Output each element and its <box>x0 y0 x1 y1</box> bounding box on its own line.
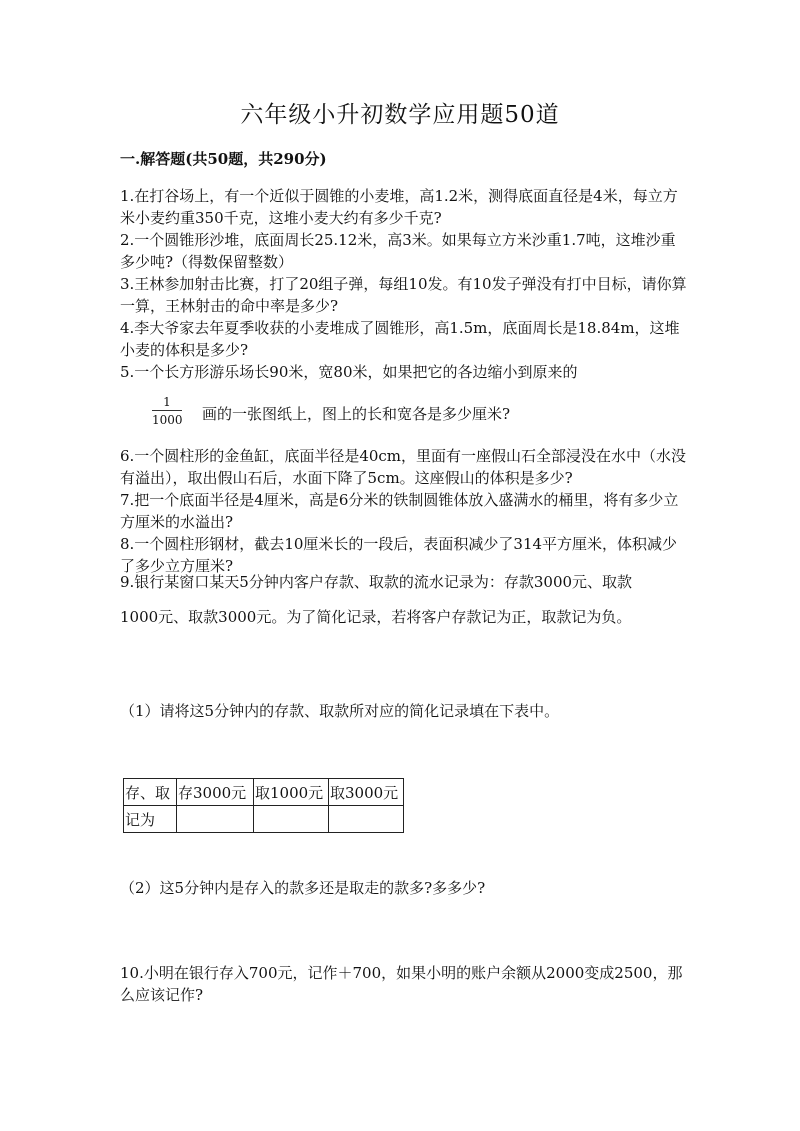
fraction-numerator: 1 <box>163 395 171 409</box>
problem-10: 10.小明在银行存入700元，记作＋700，如果小明的账户余额从2000变成2500，那么应该记作? <box>120 964 683 1004</box>
problem-9-continued: 1000元、取款3000元。为了简化记录，若将客户存款记为正，取款记为负。 <box>120 608 632 626</box>
problem-5: 5.一个长方形游乐场长90米，宽80米，如果把它的各边缩小到原来的 <box>120 363 578 381</box>
section-heading: 一.解答题(共50题，共290分) <box>120 150 327 168</box>
fraction-one-thousandth <box>152 395 182 427</box>
problem-9: 9.银行某窗口某天5分钟内客户存款、取款的流水记录为：存款3000元、取款 <box>120 573 633 591</box>
fraction-denominator: 1000 <box>152 413 183 427</box>
problem-7: 7.把一个底面半径是4厘米，高是6分米的铁制圆锥体放入盛满水的桶里，将有多少立方厘米的水溢出? <box>120 491 679 531</box>
answer-cell[interactable] <box>254 806 329 833</box>
table-cell: 取3000元 <box>329 779 404 806</box>
table-row <box>124 806 404 833</box>
problem-1: 1.在打谷场上，有一个近似于圆锥的小麦堆，高1.2米，测得底面直径是4米，每立方米小麦约重350千克，这堆小麦大约有多少千克? <box>120 187 678 227</box>
table-cell: 存3000元 <box>177 779 254 806</box>
problem-3: 3.王林参加射击比赛，打了20组子弹，每组10发。有10发子弹没有打中目标，请你算一算，王林射击的命中率是多少? <box>120 275 687 315</box>
page-title: 六年级小升初数学应用题50道 <box>240 102 560 128</box>
problem-4: 4.李大爷家去年夏季收获的小麦堆成了圆锥形，高1.5m，底面周长是18.84m，这堆小麦的体积是多少? <box>120 319 680 359</box>
problem-8: 8.一个圆柱形钢材，截去10厘米长的一段后，表面积减少了314平方厘米，体积减少了多少立方厘米? <box>120 535 678 575</box>
problem-9-part-1: （1）请将这5分钟内的存款、取款所对应的简化记录填在下表中。 <box>120 702 560 720</box>
table-cell: 记为 <box>124 806 177 833</box>
table-row <box>124 779 404 806</box>
problem-9-part-2: （2）这5分钟内是存入的款多还是取走的款多?多多少? <box>120 879 486 897</box>
fraction-bar <box>152 410 182 411</box>
table-cell: 取1000元 <box>254 779 329 806</box>
answer-cell[interactable] <box>329 806 404 833</box>
table-cell: 存、取 <box>124 779 177 806</box>
problem-6: 6.一个圆柱形的金鱼缸，底面半径是40cm，里面有一座假山石全部浸没在水中（水没有溢出），取出假山石后，水面下降了5cm。这座假山的体积是多少? <box>120 447 687 487</box>
answer-cell[interactable] <box>177 806 254 833</box>
problem-5-continued: 画的一张图纸上，图上的长和宽各是多少厘米? <box>202 405 511 423</box>
record-table <box>123 778 404 833</box>
problem-2: 2.一个圆锥形沙堆，底面周长25.12米，高3米。如果每立方米沙重1.7吨，这堆沙重多少吨?（得数保留整数） <box>120 231 676 271</box>
